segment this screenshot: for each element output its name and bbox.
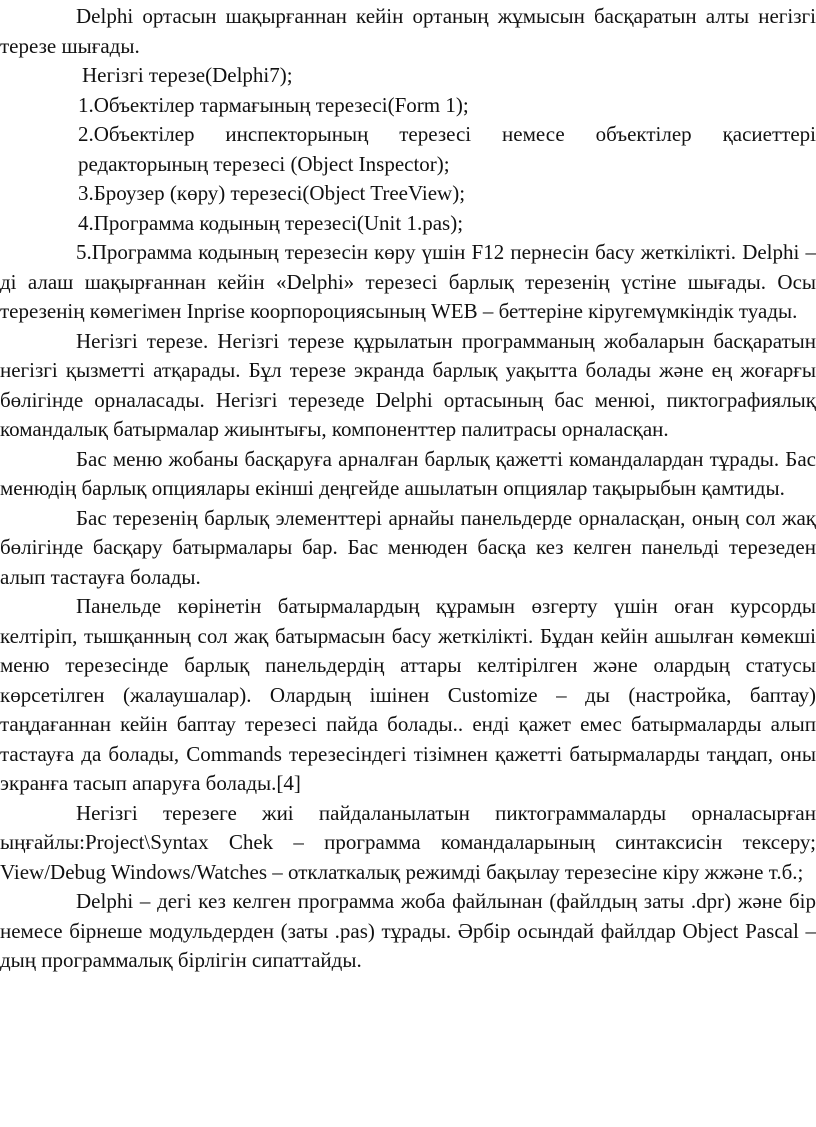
paragraph-project-files: Delphi – дегі кез келген программа жоба файлынан (файлдың заты .dpr) және бір немесе бірнеше модульдерден (заты .pas) тұрады. Әрбір осындай файлдар Object Pascal – дың программалық бірлігін сипаттайды. [0,889,816,972]
paragraph-intro: Delphi ортасын шақырғаннан кейін ортаның жұмысын басқаратын алты негізгі терезе шығады. [0,4,816,58]
list-item-object-inspector: 2.Объектілер инспекторының терезесі немесе объектілер қасиеттері редакторының терезесі (Object Inspector); [78,122,816,176]
list-item-code-window: 4.Программа кодының терезесі(Unit 1.pas); [78,210,464,235]
list-item-treeview: 3.Броузер (көру) терезесі(Object TreeView); [78,181,466,205]
document-body [0,2,816,976]
paragraph-customize: Панельде көрінетін батырмалардың құрамын өзгерту үшін оған курсорды келтіріп, тышқанның сол жақ батырмасын басу жеткілікті. Бұдан кейін ашылған көмекші меню терезесінде барлық панельдердің аттары келтірілген және олардың статусы көрсетілген (жалаушалар). Олардың ішінен Customize – ды (настройка, баптау) таңдағаннан кейін баптау терезесі пайда болады.. енді қажет емес батырмаларды алып тастауға да болады, Commands терезесіндегі тізімнен қажетті батырмаларды таңдап, оны экранға тасып апаруға болады.[4] [0,594,816,795]
paragraph-f12: 5.Программа кодының терезесін көру үшін F12 пернесін басу жеткілікті. Delphi – ді алаш шақырғаннан кейін «Delphi» терезесі барлық терезенің үстіне шығады. Осы терезенің көмегімен Inprise коорпороциясының WEB – беттеріне кіругемүмкіндік туады. [0,240,816,323]
list-heading-main-window: Негізгі терезе(Delphi7); [82,63,293,87]
paragraph-main-menu: Бас меню жобаны басқаруға арналған барлық қажетті командалардан тұрады. Бас менюдің барлық опциялары екінші деңгейде ашылатын опциялар тақырыбын қамтиды. [0,446,816,500]
paragraph-main-window: Негізгі терезе. Негізгі терезе құрылатын программаның жобаларын басқаратын негізгі қызметті атқарады. Бұл терезе экранда барлық уақытта болады және ең жоғарғы бөлігінде орналасады. Негізгі терезеде Delphi ортасының бас менюі, пиктографиялық командалық батырмалар жиынтығы, компоненттер палитрасы орналасқан. [0,328,816,441]
paragraph-pictograms: Негізгі терезеге жиі пайдаланылатын пиктограммаларды орналасырған ыңғайлы:Project\Syntax Chek – программа командаларының синтаксисін тексеру; View/Debug Windows/Watches – отклаткалық режимді бақылау терезесіне кіру жжәне т.б.; [0,800,816,884]
paragraph-panels: Бас терезенің барлық элементтері арнайы панельдерде орналасқан, оның сол жақ бөлігінде басқару батырмалары бар. Бас менюден басқа кез келген панельді терезеден алып тастауға болады. [0,505,816,589]
list-item-form: 1.Объектілер тармағының терезесі(Form 1); [78,92,469,117]
